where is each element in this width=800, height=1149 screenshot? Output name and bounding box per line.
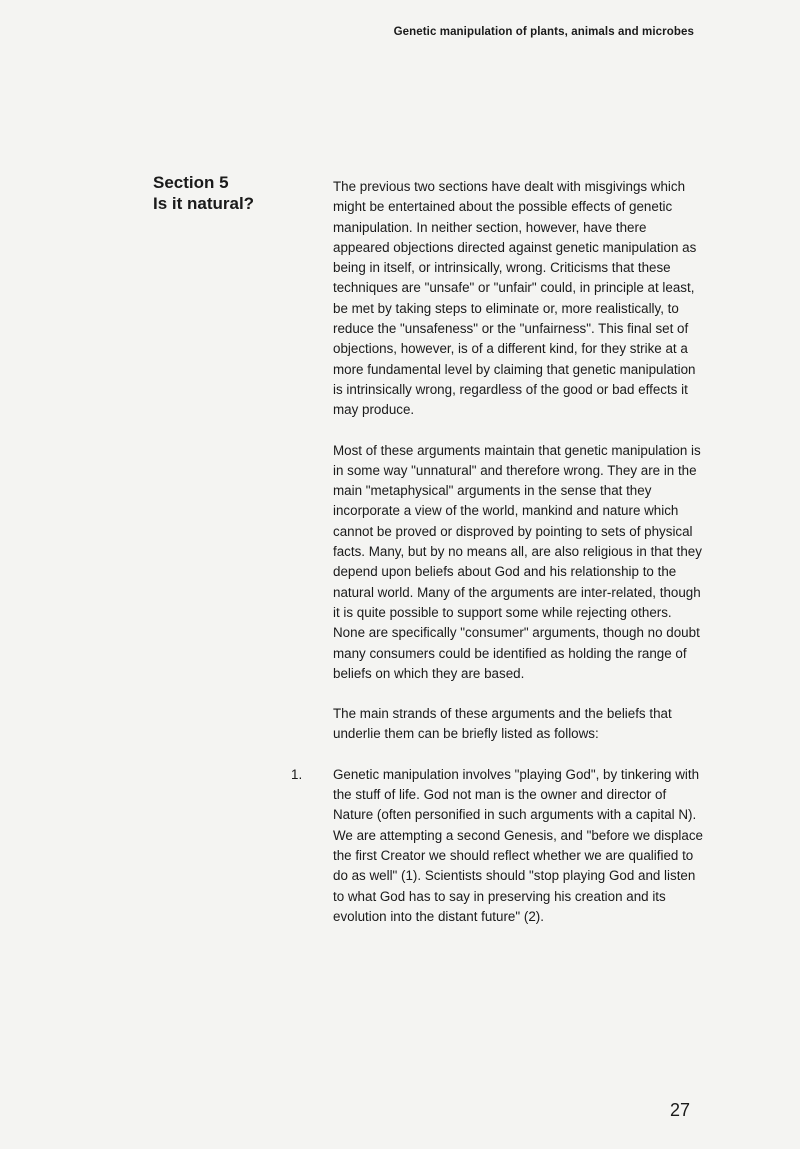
paragraph: Most of these arguments maintain that genetic manipulation is in some way "unnatural" and therefore wrong. They are in the main "metaphysical" arguments in the sense that they incorporate a view of the world, mankind and nature which cannot be proved or disproved by pointing to sets of physical facts. Many, but by no means all, are also religious in that they depend upon beliefs about God and his relationship to the natural world. Many of the arguments are inter-related, though it is quite possible to support some while rejecting others. None are specifically "consumer" arguments, though no doubt many consumers could be identified as holding the range of beliefs on which they are based. <box>333 442 702 681</box>
running-header: Genetic manipulation of plants, animals and microbes <box>393 26 694 38</box>
section-number: Section 5 <box>153 173 229 192</box>
section-title: Is it natural? <box>153 194 255 213</box>
paragraph: The previous two sections have dealt with misgivings which might be entertained about the possible effects of genetic manipulation. In neither section, however, have there appeared objections directed against genetic manipulation as being in itself, or intrinsically, wrong. Criticisms that these techniques are "unsafe" or "unfair" could, in principle at least, be met by taking steps to eliminate or, more realistically, to reduce the "unsafeness" or the "unfairness". This final set of objections, however, is of a different kind, for they strike at a more fundamental level by claiming that genetic manipulation is intrinsically wrong, regardless of the good or bad effects it may produce. <box>333 179 697 418</box>
body-text <box>291 177 705 947</box>
page-number: 27 <box>669 1100 690 1120</box>
paragraph: The main strands of these arguments and the beliefs that underlie them can be briefly listed as follows: <box>333 706 672 742</box>
list-item-number: 1. <box>291 766 303 782</box>
section-heading <box>153 172 254 214</box>
list-item-text: Genetic manipulation involves "playing God", by tinkering with the stuff of life. God not man is the owner and director of Nature (often personified in such arguments with a capital N). We are attempting a second Genesis, and "before we displace the first Creator we should reflect whether we are qualified to do as well" (1). Scientists should "stop playing God and listen to what God has to say in preserving his creation and its evolution into the distant future" (2). <box>333 766 703 924</box>
list-item <box>291 765 705 927</box>
